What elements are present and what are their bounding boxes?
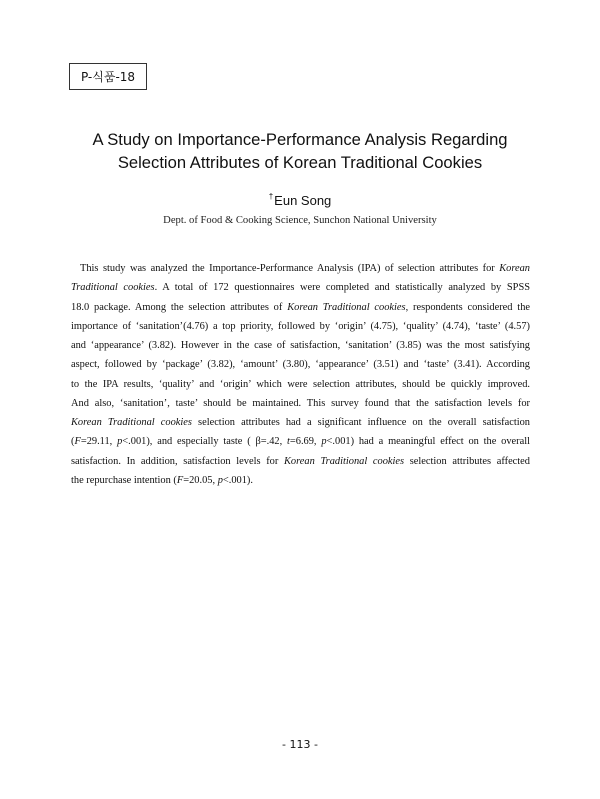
- title-line-2: Selection Attributes of Korean Traditional Cookies: [117, 153, 483, 172]
- abstract-italic-text: Korean Traditional cookies: [71, 417, 192, 428]
- abstract-italic-text: F: [176, 474, 184, 486]
- abstract-line: [71, 336, 530, 355]
- abstract-text: <.001).: [222, 474, 253, 486]
- abstract-line: [71, 432, 530, 451]
- abstract-text: aspect, followed by ‘package’ (3.82), ‘amount’ (3.80), ‘appearance’ (3.51) and ‘taste’ (3.41). According: [71, 359, 530, 371]
- abstract-text: . A total of 172 questionnaires were completed and statistically analyzed by SPSS: [154, 282, 530, 294]
- abstract-text: 18.0 package. Among the selection attributes of: [71, 301, 288, 313]
- author-name: Eun Song: [274, 193, 332, 208]
- abstract-text: (: [71, 436, 75, 448]
- abstract-italic-text: p: [217, 474, 223, 486]
- abstract-italic-text: Traditional cookies: [71, 282, 155, 294]
- abstract-text: to the IPA results, ‘quality’ and ‘origin’ which were selection attributes, should be quickly improved.: [71, 378, 530, 390]
- session-code: P-식품-18: [80, 70, 136, 84]
- abstract: [71, 259, 530, 490]
- abstract-text: =29.11,: [80, 436, 118, 448]
- abstract-line: [71, 298, 530, 317]
- corresponding-author-mark: †: [268, 192, 274, 201]
- abstract-text: =6.69,: [289, 436, 322, 448]
- abstract-line: [71, 413, 530, 432]
- abstract-italic-text: Korean: [499, 263, 530, 274]
- abstract-line: [71, 375, 530, 394]
- author: [0, 192, 600, 208]
- abstract-italic-text: F: [74, 436, 81, 448]
- abstract-text: <.001), and especially taste ( β=.42,: [122, 436, 287, 448]
- abstract-line: [71, 471, 530, 490]
- affiliation: Dept. of Food & Cooking Science, Sunchon National University: [163, 215, 437, 226]
- abstract-italic-text: p: [117, 436, 123, 448]
- abstract-text: <.001) had a meaningful effect on the overall: [326, 436, 530, 448]
- abstract-line: [71, 355, 530, 374]
- abstract-text: satisfaction. In addition, satisfaction levels for: [71, 455, 284, 467]
- abstract-text: , respondents considered the: [405, 301, 530, 313]
- title-line-1: A Study on Importance-Performance Analysis Regarding: [92, 130, 508, 149]
- abstract-text: =20.05,: [183, 474, 218, 486]
- abstract-italic-text: Korean Traditional cookies: [284, 455, 405, 467]
- page-number: - 113 -: [282, 738, 318, 751]
- abstract-line: [71, 394, 530, 413]
- abstract-line: [71, 259, 530, 278]
- session-code-box: [69, 63, 147, 90]
- abstract-text: selection attributes affected: [404, 455, 530, 467]
- abstract-text: selection attributes had a significant influence on the overall satisfaction: [191, 417, 530, 428]
- abstract-text: importance of ‘sanitation’(4.76) a top priority, followed by ‘origin’ (4.75), ‘quality’ (4.74), ‘taste’ (4.57): [71, 320, 530, 332]
- abstract-text: and ‘appearance’ (3.82). However in the case of satisfaction, ‘sanitation’ (3.85) was the most satisfying: [71, 340, 530, 351]
- abstract-text: And also, ‘sanitation’, taste’ should be maintained. This survey found that the satisfaction levels for: [71, 397, 530, 409]
- abstract-text: This study was analyzed the Importance-Performance Analysis (IPA) of selection attributes for: [80, 263, 500, 274]
- abstract-line: [71, 452, 530, 471]
- abstract-line: [71, 278, 530, 297]
- abstract-italic-text: t: [287, 436, 290, 448]
- abstract-line: [71, 317, 530, 336]
- abstract-italic-text: p: [321, 436, 327, 448]
- abstract-italic-text: Korean Traditional cookies: [287, 301, 406, 313]
- abstract-text: the repurchase intention (: [71, 474, 177, 486]
- paper-title: [60, 128, 540, 174]
